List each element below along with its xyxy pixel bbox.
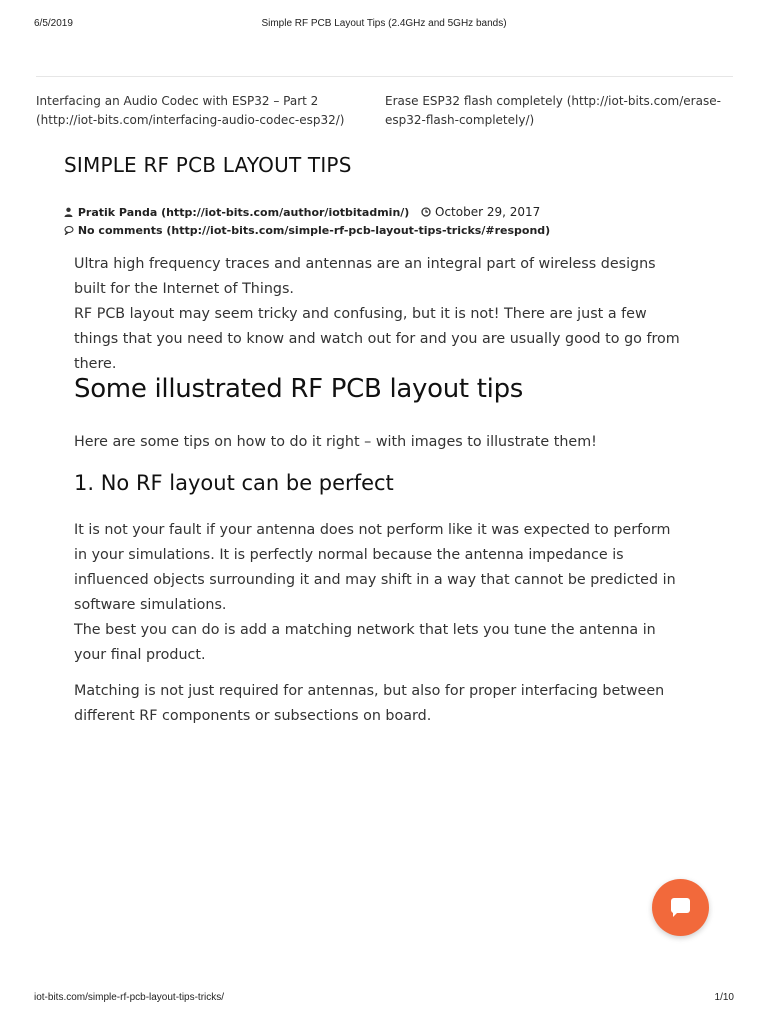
previous-post-link[interactable]: Interfacing an Audio Codec with ESP32 – Part 2 (http://iot-bits.com/interfacing-audio-codec-esp32/) bbox=[36, 94, 345, 127]
clock-icon bbox=[421, 206, 431, 220]
tip-1-body bbox=[74, 518, 684, 668]
tip-1-paragraph-3: Matching is not just required for antennas, but also for proper interfacing between different RF components or subsections on board. bbox=[74, 683, 665, 724]
tip-1-paragraph-1: It is not your fault if your antenna does not perform like it was expected to perform in your simulations. It is perfectly normal because the antenna impedance is influenced objects surrounding it and may shift in a way that cannot be predicted in software simulations. bbox=[74, 522, 676, 613]
section-heading: Some illustrated RF PCB layout tips bbox=[74, 374, 524, 404]
user-icon bbox=[64, 207, 74, 220]
article-title: SIMPLE RF PCB LAYOUT TIPS bbox=[64, 153, 352, 177]
page-number: 1/10 bbox=[714, 992, 734, 1003]
post-date: October 29, 2017 bbox=[435, 205, 541, 219]
intro-paragraph-1: Ultra high frequency traces and antennas are an integral part of wireless designs built for the Internet of Things. bbox=[74, 256, 656, 297]
print-url: iot-bits.com/simple-rf-pcb-layout-tips-tricks/ bbox=[34, 992, 225, 1003]
comment-icon bbox=[64, 225, 74, 238]
tip-1-body-extra bbox=[74, 679, 684, 729]
intro-paragraph-2: RF PCB layout may seem tricky and confusing, but it is not! There are just a few things that you need to know and watch out for and you are usually good to go from there. bbox=[74, 306, 680, 372]
divider bbox=[36, 76, 733, 77]
print-header bbox=[34, 18, 734, 32]
article-meta-author-date bbox=[64, 205, 540, 220]
print-footer bbox=[34, 992, 734, 1006]
comments-link[interactable]: No comments (http://iot-bits.com/simple-rf-pcb-layout-tips-tricks/#respond) bbox=[77, 224, 551, 237]
tips-intro bbox=[74, 430, 684, 455]
intro-text bbox=[74, 252, 684, 377]
article-meta-comments bbox=[64, 224, 550, 238]
print-title: Simple RF PCB Layout Tips (2.4GHz and 5GHz bands) bbox=[261, 18, 507, 29]
tips-intro-paragraph: Here are some tips on how to do it right – with images to illustrate them! bbox=[74, 434, 597, 450]
tip-1-heading: 1. No RF layout can be perfect bbox=[74, 471, 394, 495]
chat-button[interactable] bbox=[652, 879, 709, 936]
tip-1-paragraph-2: The best you can do is add a matching network that lets you tune the antenna in your final product. bbox=[74, 622, 656, 663]
next-post-link[interactable]: Erase ESP32 flash completely (http://iot-bits.com/erase-esp32-flash-completely/) bbox=[385, 94, 721, 127]
author-link[interactable]: Pratik Panda (http://iot-bits.com/author/iotbitadmin/) bbox=[77, 206, 410, 219]
print-date: 6/5/2019 bbox=[34, 18, 73, 29]
